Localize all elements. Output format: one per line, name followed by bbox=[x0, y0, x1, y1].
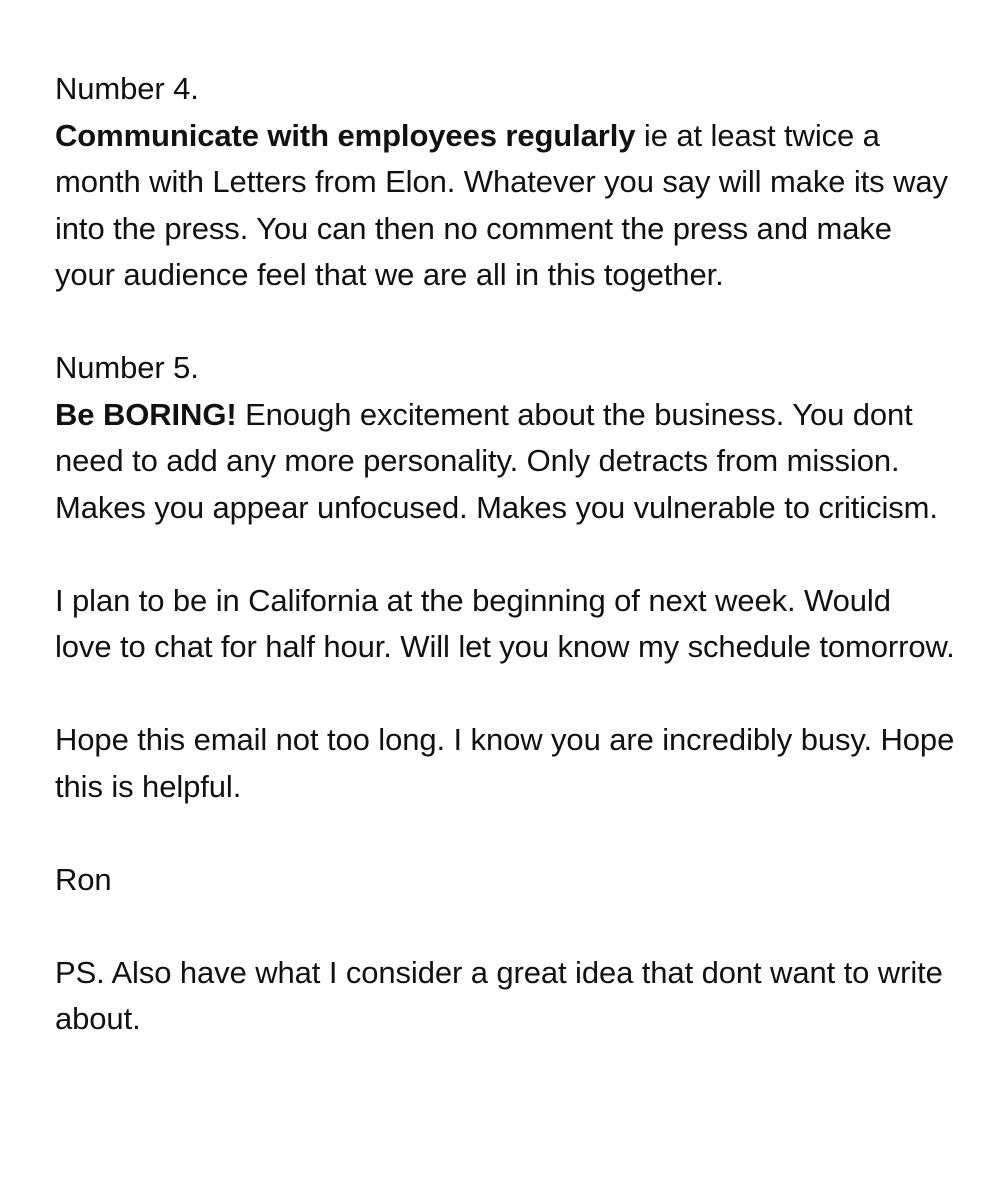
closing-paragraph: Hope this email not too long. I know you are incredibly busy. Hope this is helpful. bbox=[55, 722, 955, 804]
item-5-bold-lead: Be BORING! bbox=[55, 396, 237, 432]
paragraph-spacer bbox=[55, 299, 955, 346]
item-5-paragraph bbox=[55, 392, 955, 532]
item-4-heading: Number 4. bbox=[55, 71, 199, 106]
item-4-paragraph bbox=[55, 113, 955, 299]
signature: Ron bbox=[55, 861, 112, 897]
postscript: PS. Also have what I consider a great idea that dont want to write about. bbox=[55, 954, 943, 1036]
email-body bbox=[55, 66, 955, 1043]
item-5-body: Enough excitement about the business. You dont need to add any more personality. Only detracts from mission. Makes you appear unfocused. Makes you vulnerable to criticism. bbox=[55, 396, 938, 525]
item-4-body: ie at least twice a month with Letters from Elon. Whatever you say will make its way into the press. You can then no comment the press and make your audience feel that we are all in this together. bbox=[55, 117, 948, 292]
item-5-heading: Number 5. bbox=[55, 350, 199, 385]
paragraph-spacer bbox=[55, 903, 955, 950]
paragraph-spacer bbox=[55, 810, 955, 857]
paragraph-spacer bbox=[55, 671, 955, 718]
paragraph-spacer bbox=[55, 531, 955, 578]
item-4-bold-lead: Communicate with employees regularly bbox=[55, 117, 636, 153]
plan-paragraph: I plan to be in California at the beginning of next week. Would love to chat for half hour. Will let you know my schedule tomorrow. bbox=[55, 582, 955, 664]
